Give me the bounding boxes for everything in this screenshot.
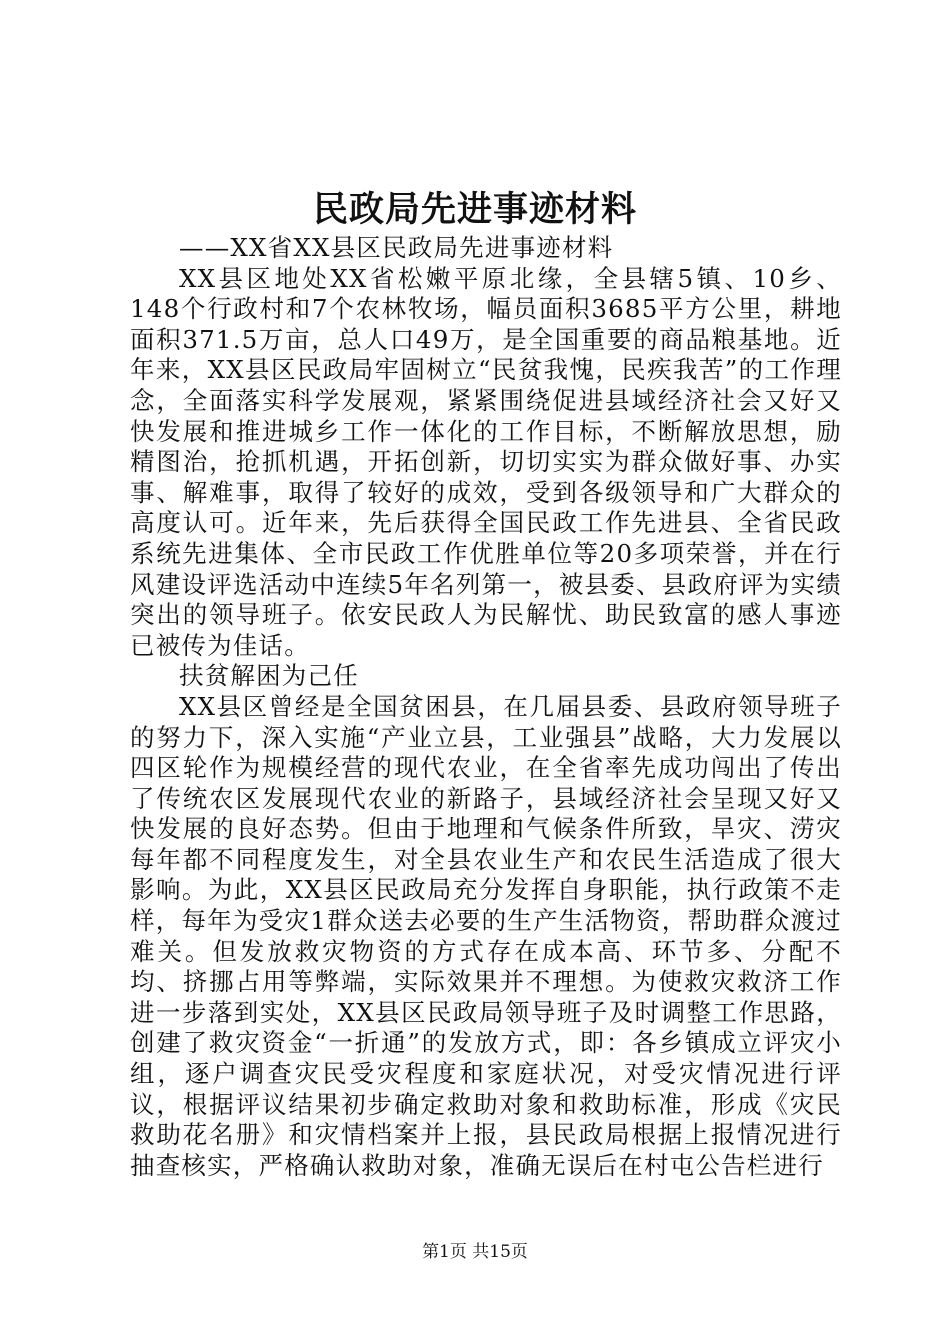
document-title: 民政局先进事迹材料: [312, 189, 637, 230]
paragraph-intro: XX县区地处XX省松嫩平原北缘，全县辖5镇、10乡、148个行政村和7个农林牧场，幅员面积3685平方公里，耕地面积371.5万亩，总人口49万，是全国重要的商品粮基地。近年来，XX县区民政局牢固树立“民贫我愧，民疾我苦”的工作理念，全面落实科学发展观，紧紧围绕促进县域经济社会又好又快发展和推进城乡工作一体化的工作目标，不断解放思想，励精图治，抢抓机遇，开拓创新，切切实实为群众做好事、办实事、解难事，取得了较好的成效，受到各级领导和广大群众的高度认可。近年来，先后获得全国民政工作先进县、全省民政系统先进集体、全市民政工作优胜单位等20多项荣誉，并在行风建设评选活动中连续5年名列第一，被县委、县政府评为实绩突出的领导班子。依安民政人为民解忧、助民致富的感人事迹已被传为佳话。: [130, 263, 842, 660]
document-subtitle: ——XX省XX县区民政局先进事迹材料: [179, 233, 614, 262]
page-number: 第1页 共15页: [422, 1242, 528, 1262]
document-body: [130, 233, 842, 1181]
section-heading: 扶贫解困为己任: [179, 661, 359, 691]
paragraph-poverty-relief: XX县区曾经是全国贫困县，在几届县委、县政府领导班子的努力下，深入实施“产业立县，工业强县”战略，大力发展以四区轮作为规模经营的现代农业，在全省率先成功闯出了传出了传统农区发展现代农业的新路子，县域经济社会呈现又好又快发展的良好态势。但由于地理和气候条件所致，旱灾、涝灾每年都不同程度发生，对全县农业生产和农民生活造成了很大影响。为此，XX县区民政局充分发挥自身职能，执行政策不走样，每年为受灾1群众送去必要的生产生活物资，帮助群众渡过难关。但发放救灾物资的方式存在成本高、环节多、分配不均、挤挪占用等弊端，实际效果并不理想。为使救灾救济工作进一步落到实处，XX县区民政局领导班子及时调整工作思路，创建了救灾资金“一折通”的发放方式，即：各乡镇成立评灾小组，逐户调查灾民受灾程度和家庭状况，对受灾情况进行评议，根据评议结果初步确定救助对象和救助标准，形成《灾民救助花名册》和灾情档案并上报，县民政局根据上报情况进行抽查核实，严格确认救助对象，准确无误后在村屯公告栏进行: [130, 691, 842, 1180]
